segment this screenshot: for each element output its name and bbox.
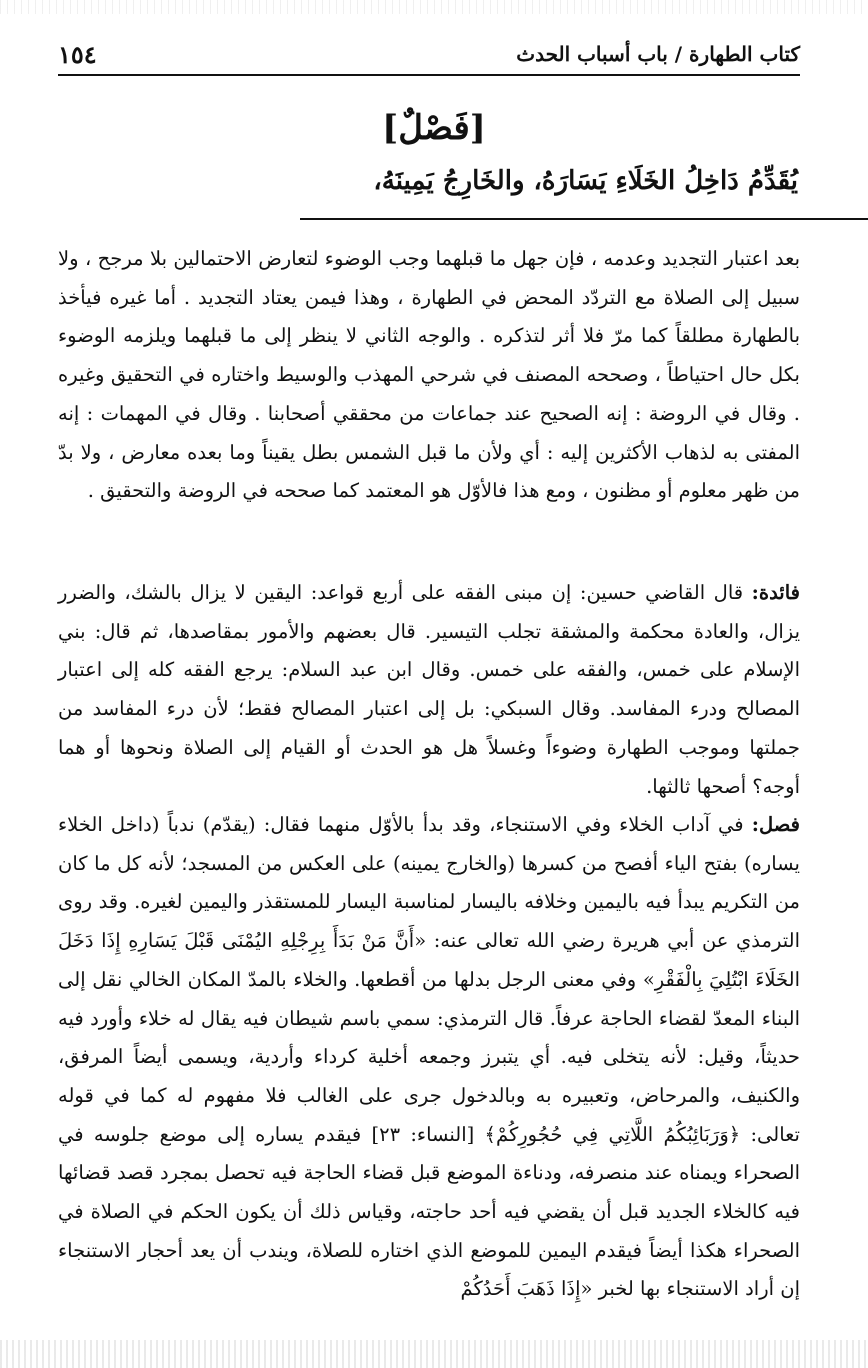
matn-divider xyxy=(300,218,868,220)
commentary-paragraph-1 xyxy=(58,240,800,511)
fayda-label: فائدة: xyxy=(751,581,800,604)
paragraph-body xyxy=(58,574,800,806)
scan-edge-bottom xyxy=(0,1340,868,1368)
matn-text: يُقَدِّمُ دَاخِلُ الخَلَاءِ يَسَارَهُ، والخَارِجُ يَمِينَهُ، xyxy=(373,166,798,196)
commentary-paragraph-2 xyxy=(58,574,800,806)
running-header xyxy=(58,34,800,76)
section-title: [فَصْلٌ] xyxy=(382,108,486,148)
fasl-label: فصل: xyxy=(751,813,800,836)
running-title: كتاب الطهارة / باب أسباب الحدث xyxy=(516,42,800,66)
commentary-paragraph-3 xyxy=(58,806,800,1309)
paragraph-body xyxy=(58,806,800,1309)
page-number: ١٥٤ xyxy=(58,39,97,69)
paragraph-text: بعد اعتبار التجديد وعدمه ، فإن جهل ما قبلهما وجب الوضوء لتعارض الاحتمالين بلا مرجح ، ولا سبيل إلى الصلاة مع التردّد المحض في الطهارة ، وهذا فيمن يعتاد التجديد . أما غيره فيأخذ بالطهارة مطلقاً كما مرّ فلا أثر لتذكره . والوجه الثاني لا ينظر إلى ما قبلهما ويلزمه الوضوء بكل حال احتياطاً ، وصححه المصنف في شرحي المهذب والوسيط واختاره في التحقيق وغيره . وقال في الروضة : إنه الصحيح عند جماعات من محققي أصحابنا . وقال في المهمات : إنه المفتى به لذهاب الأكثرين إليه : أي ولأن ما قبل الشمس بطل يقيناً وما بعده معارض ، ولا بدّ من ظهر معلوم أو مظنون ، ومع هذا فالأوّل هو المعتمد كما صححه في الروضة والتحقيق . xyxy=(58,247,800,503)
scan-edge-top xyxy=(0,0,868,14)
paragraph-text: قال القاضي حسين: إن مبنى الفقه على أربع قواعد: اليقين لا يزال بالشك، والضرر يزال، والعادة محكمة والمشقة تجلب التيسير. قال بعضهم والأمور بمقاصدها، ثم قال: بني الإسلام على خمس، والفقه على خمس. وقال ابن عبد السلام: يرجع الفقه كله إلى اعتبار المصالح ودرء المفاسد. وقال السبكي: بل إلى اعتبار المصالح فقط؛ لأن درء المفاسد من جملتها وموجب الطهارة وضوءاً وغسلاً هل هو الحدث أو القيام إلى الصلاة ونحوها أو هما أوجه؟ أصحها ثالثها. xyxy=(58,581,800,798)
paragraph-text: في آداب الخلاء وفي الاستنجاء، وقد بدأ بالأوّل منهما فقال: (يقدّم) ندباً (داخل الخلاء يساره) بفتح الياء أفصح من كسرها (والخارج يمينه) على العكس من المسجد؛ لأنه كل ما كان من التكريم يبدأ فيه باليمين وخلافه باليسار لمناسبة اليسار للمستقذر واليمين لغيره. وقد روى الترمذي عن أبي هريرة رضي الله تعالى عنه: «أَنَّ مَنْ بَدَأَ بِرِجْلِهِ اليُمْنَى قَبْلَ يَسَارِهِ إِذَا دَخَلَ الخَلَاءَ ابْتُلِيَ بِالْفَقْرِ» وفي معنى الرجل بدلها من أقطعها. والخلاء بالمدّ المكان الخالي نقل إلى البناء المعدّ لقضاء الحاجة عرفاً. قال الترمذي: سمي باسم شيطان فيه يقال له خلاء وأورد فيه حديثاً، وقيل: لأنه يتخلى فيه. أي يتبرز وجمعه أخلية كرداء وأردية، ويسمى أيضاً المرفق، والكنيف، والمرحاض، وتعبيره به وبالدخول جرى على الغالب فلا مفهوم له كما في قوله تعالى: ﴿وَرَبَائِبُكُمُ اللَّاتِي فِي حُجُورِكُمْ﴾ [النساء: ٢٣] فيقدم يساره إلى موضع جلوسه في الصحراء ويمناه عند منصرفه، ودناءة الموضع قبل قضاء الحاجة فيه تحصل بمجرد قصد قضائها فيه كالخلاء الجديد قبل أن يقضي فيه أحد حاجته، وقياس ذلك أن يكون الحكم في الصلاة في الصحراء هكذا أيضاً فيقدم اليمين للموضع الذي اختاره للصلاة، ويندب أن يعد أحجار الاستنجاء إن أراد الاستنجاء بها لخبر «إِذَا ذَهَبَ أَحَدُكُمْ xyxy=(58,813,800,1301)
